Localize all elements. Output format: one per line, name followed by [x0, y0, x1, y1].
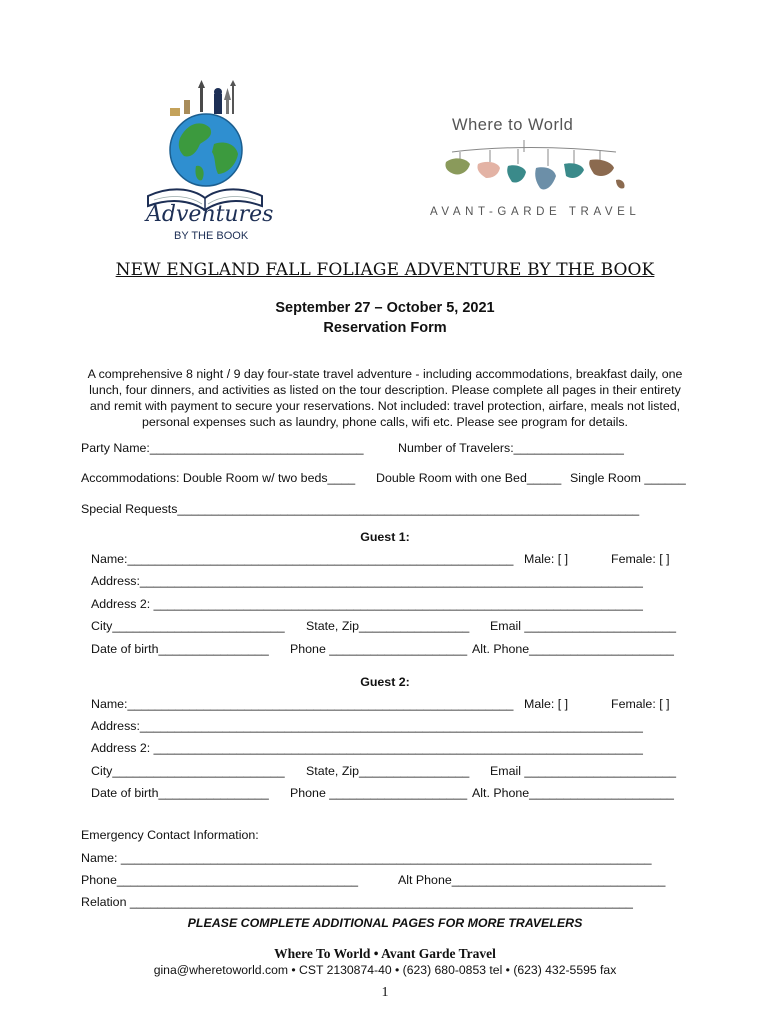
- where-to-world-logo: [430, 112, 641, 224]
- guest-2-heading: Guest 2:: [360, 675, 410, 689]
- footer-brand: Where To World • Avant Garde Travel: [274, 946, 496, 961]
- guest-1-state-zip-field[interactable]: State, Zip________________: [306, 619, 470, 633]
- emergency-phone-field[interactable]: Phone___________________________________: [81, 873, 359, 887]
- footer-contact: gina@wheretoworld.com • CST 2130874-40 • (623) 680-0853 tel • (623) 432-5595 fax: [153, 963, 617, 977]
- guest-1-phone-field[interactable]: Phone ____________________: [290, 642, 468, 656]
- tour-dates: September 27 – October 5, 2021: [275, 300, 495, 316]
- guest-2-female-checkbox[interactable]: Female: [ ]: [611, 697, 670, 711]
- page-title: NEW ENGLAND FALL FOLIAGE ADVENTURE BY THE BOOK: [115, 260, 655, 280]
- guest-1-heading: Guest 1:: [360, 530, 410, 544]
- form-name: Reservation Form: [323, 320, 447, 336]
- guest-2-male-checkbox[interactable]: Male: [ ]: [524, 697, 569, 711]
- guest-2-name-field[interactable]: Name:________________________________________________________: [91, 697, 514, 711]
- guest-2-phone-field[interactable]: Phone ____________________: [290, 786, 468, 800]
- page-number: 1: [381, 985, 389, 1000]
- guest-1-city-field[interactable]: City_________________________: [91, 619, 285, 633]
- emergency-alt-phone-field[interactable]: Alt Phone_______________________________: [398, 873, 666, 887]
- world-map-mobile-icon: [440, 138, 630, 200]
- guest-2-email-field[interactable]: Email ______________________: [490, 764, 677, 778]
- guest-1-address-field[interactable]: Address:_________________________________________________________________________: [91, 574, 643, 588]
- guest-1-email-field[interactable]: Email ______________________: [490, 619, 677, 633]
- double-one-bed-field[interactable]: Double Room with one Bed_____: [376, 471, 562, 485]
- guest-2-alt-phone-field[interactable]: Alt. Phone_____________________: [472, 786, 674, 800]
- tour-description: A comprehensive 8 night / 9 day four-state travel adventure - including accommodations, breakfast daily, one lunch, four dinners, and activities as listed on the tour description. Please complete all pages in their entirety and remit with payment to secure your reservations. Not included: travel protection, airfare, meals not listed, personal expenses such as laundry, phone calls, wifi etc. Please see program for details.: [87, 367, 683, 429]
- guest-1-male-checkbox[interactable]: Male: [ ]: [524, 552, 569, 566]
- logo-by-the-book-text: BY THE BOOK: [174, 230, 249, 242]
- guest-1-alt-phone-field[interactable]: Alt. Phone_____________________: [472, 642, 674, 656]
- adventures-by-the-book-logo: [140, 78, 274, 248]
- guest-2-address2-field[interactable]: Address 2: _______________________________________________________________________: [91, 741, 643, 755]
- guest-2-address-field[interactable]: Address:_________________________________________________________________________: [91, 719, 643, 733]
- single-room-field[interactable]: Single Room ______: [570, 471, 686, 485]
- additional-pages-notice: PLEASE COMPLETE ADDITIONAL PAGES FOR MORE TRAVELERS: [187, 916, 583, 930]
- logo-adventures-text: Adventures: [146, 202, 274, 227]
- guest-2-dob-field[interactable]: Date of birth________________: [91, 786, 269, 800]
- guest-2-state-zip-field[interactable]: State, Zip________________: [306, 764, 470, 778]
- logo-avant-garde-text: AVANT-GARDE TRAVEL: [430, 206, 641, 218]
- guest-1-dob-field[interactable]: Date of birth________________: [91, 642, 269, 656]
- guest-1-female-checkbox[interactable]: Female: [ ]: [611, 552, 670, 566]
- emergency-relation-field[interactable]: Relation _________________________________________________________________________: [81, 895, 633, 909]
- special-requests-field[interactable]: Special Requests___________________________________________________________________: [81, 502, 640, 516]
- logo-where-to-world-text: Where to World: [452, 116, 574, 134]
- guest-1-address2-field[interactable]: Address 2: _______________________________________________________________________: [91, 597, 643, 611]
- number-of-travelers-field[interactable]: Number of Travelers:________________: [398, 441, 624, 455]
- emergency-contact-heading: Emergency Contact Information:: [81, 828, 259, 842]
- emergency-name-field[interactable]: Name: _____________________________________________________________________________: [81, 851, 652, 865]
- party-name-field[interactable]: Party Name:_______________________________: [81, 441, 364, 455]
- double-two-beds-field[interactable]: Accommodations: Double Room w/ two beds____: [81, 471, 356, 485]
- guest-1-name-field[interactable]: Name:________________________________________________________: [91, 552, 514, 566]
- guest-2-city-field[interactable]: City_________________________: [91, 764, 285, 778]
